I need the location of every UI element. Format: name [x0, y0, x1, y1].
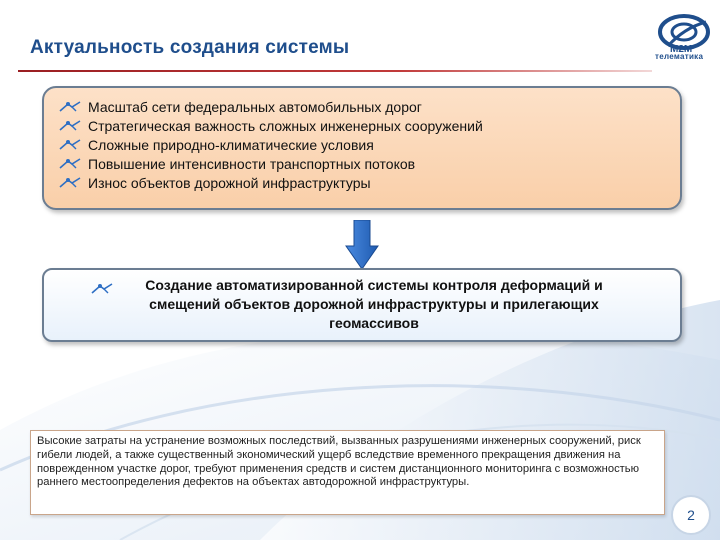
problems-box: [42, 86, 682, 210]
page-title: Актуальность создания системы: [30, 37, 350, 58]
satellite-bullet-icon: [58, 120, 82, 132]
list-item-label: Масштаб сети федеральных автомобильных дорог: [88, 98, 422, 115]
list-item-label: Износ объектов дорожной инфраструктуры: [88, 174, 371, 191]
list-item: [58, 135, 483, 154]
satellite-bullet-icon: [58, 139, 82, 151]
solution-text: Создание автоматизированной системы контроля деформаций и смещений объектов дорожной инфраструктуры и прилегающих геомассивов: [145, 277, 603, 331]
list-item: [58, 154, 483, 173]
list-item-label: Стратегическая важность сложных инженерных сооружений: [88, 117, 483, 134]
svg-text:М2М: М2М: [670, 44, 693, 55]
solution-box: [42, 268, 682, 342]
title-divider: [18, 70, 652, 72]
list-item-label: Повышение интенсивности транспортных потоков: [88, 155, 416, 172]
list-item: [58, 173, 483, 192]
satellite-bullet-icon: [90, 283, 114, 295]
list-item: [58, 97, 483, 116]
satellite-bullet-icon: [58, 158, 82, 170]
note-box: [30, 430, 665, 515]
logo-caption: телематика: [655, 52, 704, 61]
list-item: [58, 116, 483, 135]
note-text: Высокие затраты на устранение возможных последствий, вызванных разрушениями инженерных сооружений, риск гибели людей, а также существенный экономический ущерб вследствие временного прекращения движения на поврежденном участке дорог, требуют применения средств и систем дистанционного мониторинга с возможностью раннего местоопределения дефектов на объектах автодорожной инфраструктуры.: [37, 435, 641, 489]
list-item-label: Сложные природно-климатические условия: [88, 136, 374, 153]
problems-list: [58, 97, 483, 192]
page-number: 2: [671, 495, 711, 535]
down-arrow-icon: [345, 220, 379, 270]
satellite-bullet-icon: [58, 101, 82, 113]
satellite-bullet-icon: [58, 177, 82, 189]
